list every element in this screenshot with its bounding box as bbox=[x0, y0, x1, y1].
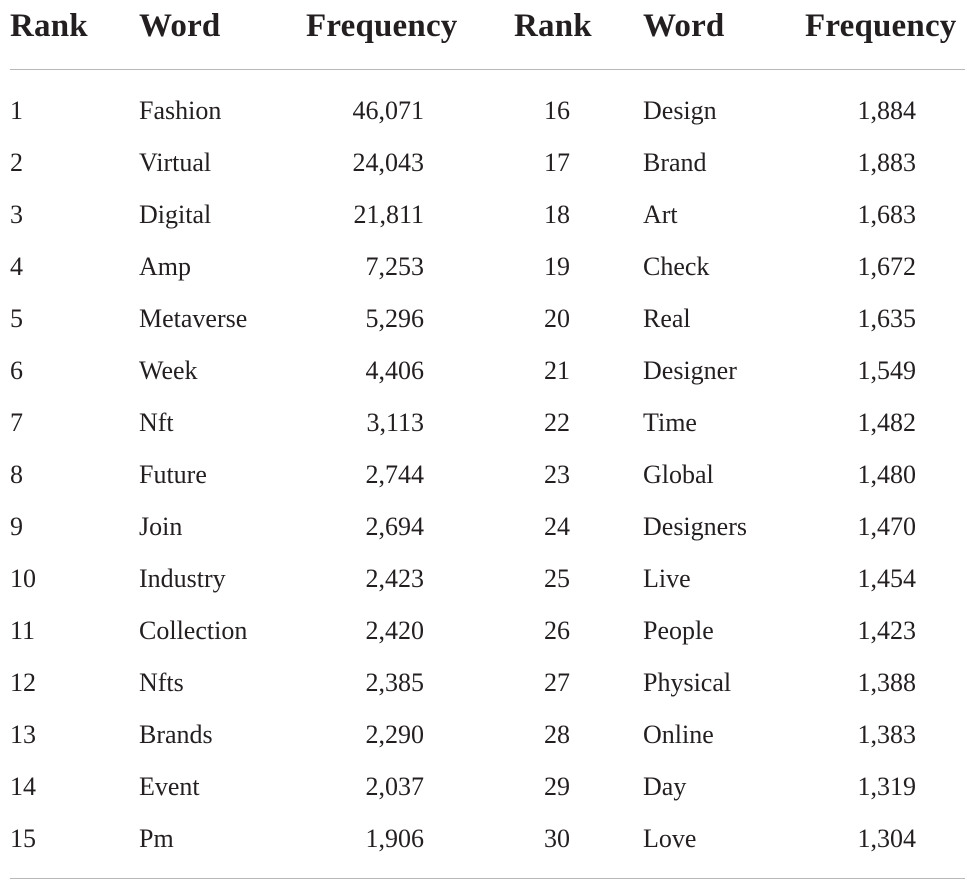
word-cell: Digital bbox=[139, 200, 212, 229]
frequency-cell: 1,635 bbox=[857, 304, 916, 333]
word-cell: Brands bbox=[139, 720, 213, 749]
rank-cell: 18 bbox=[544, 200, 570, 229]
frequency-cell: 2,385 bbox=[365, 668, 424, 697]
rank-cell: 12 bbox=[10, 668, 36, 697]
bottom-divider bbox=[10, 878, 965, 879]
frequency-cell: 2,744 bbox=[365, 460, 424, 489]
frequency-cell: 1,383 bbox=[857, 720, 916, 749]
rank-cell: 6 bbox=[10, 356, 23, 385]
word-cell: Online bbox=[643, 720, 714, 749]
frequency-cell: 2,423 bbox=[365, 564, 424, 593]
word-cell: Art bbox=[643, 200, 678, 229]
rank-cell: 2 bbox=[10, 148, 23, 177]
frequency-cell: 1,319 bbox=[857, 772, 916, 801]
rank-cell: 23 bbox=[544, 460, 570, 489]
header-frequency-left: Frequency bbox=[306, 8, 458, 44]
rank-cell: 27 bbox=[544, 668, 570, 697]
frequency-cell: 1,304 bbox=[857, 824, 916, 853]
frequency-cell: 24,043 bbox=[352, 148, 424, 177]
word-cell: Event bbox=[139, 772, 200, 801]
rank-cell: 3 bbox=[10, 200, 23, 229]
rank-cell: 21 bbox=[544, 356, 570, 385]
word-cell: Physical bbox=[643, 668, 732, 697]
rank-cell: 22 bbox=[544, 408, 570, 437]
header-rank-left: Rank bbox=[10, 8, 88, 44]
frequency-cell: 2,290 bbox=[365, 720, 424, 749]
rank-cell: 10 bbox=[10, 564, 36, 593]
frequency-cell: 2,694 bbox=[365, 512, 424, 541]
word-cell: Real bbox=[643, 304, 691, 333]
word-cell: Virtual bbox=[139, 148, 212, 177]
rank-cell: 24 bbox=[544, 512, 570, 541]
frequency-cell: 7,253 bbox=[365, 252, 424, 281]
word-cell: Future bbox=[139, 460, 207, 489]
word-cell: Day bbox=[643, 772, 687, 801]
rank-cell: 4 bbox=[10, 252, 23, 281]
frequency-cell: 1,672 bbox=[857, 252, 916, 281]
rank-cell: 14 bbox=[10, 772, 36, 801]
word-cell: Design bbox=[643, 96, 717, 125]
word-cell: Industry bbox=[139, 564, 226, 593]
header-frequency-right: Frequency bbox=[805, 8, 957, 44]
word-cell: Metaverse bbox=[139, 304, 248, 333]
rank-cell: 15 bbox=[10, 824, 36, 853]
word-cell: Live bbox=[643, 564, 691, 593]
word-cell: Fashion bbox=[139, 96, 222, 125]
rank-cell: 8 bbox=[10, 460, 23, 489]
word-cell: Pm bbox=[139, 824, 174, 853]
frequency-cell: 1,480 bbox=[857, 460, 916, 489]
frequency-cell: 46,071 bbox=[352, 96, 424, 125]
header-word-right: Word bbox=[643, 8, 725, 44]
word-cell: Brand bbox=[643, 148, 707, 177]
rank-cell: 11 bbox=[10, 616, 36, 645]
rank-cell: 9 bbox=[10, 512, 23, 541]
rank-cell: 17 bbox=[544, 148, 570, 177]
frequency-cell: 1,388 bbox=[857, 668, 916, 697]
word-cell: Nfts bbox=[139, 668, 184, 697]
rank-cell: 5 bbox=[10, 304, 23, 333]
rank-cell: 30 bbox=[544, 824, 570, 853]
frequency-cell: 1,549 bbox=[857, 356, 916, 385]
rank-cell: 29 bbox=[544, 772, 570, 801]
frequency-cell: 21,811 bbox=[353, 200, 424, 229]
word-cell: Check bbox=[643, 252, 710, 281]
word-cell: Designers bbox=[643, 512, 747, 541]
frequency-cell: 1,906 bbox=[365, 824, 424, 853]
header-word-left: Word bbox=[139, 8, 221, 44]
frequency-cell: 5,296 bbox=[365, 304, 424, 333]
rank-cell: 26 bbox=[544, 616, 570, 645]
word-cell: Designer bbox=[643, 356, 737, 385]
word-cell: Collection bbox=[139, 616, 248, 645]
word-cell: People bbox=[643, 616, 714, 645]
frequency-cell: 1,423 bbox=[857, 616, 916, 645]
rank-cell: 25 bbox=[544, 564, 570, 593]
rank-cell: 19 bbox=[544, 252, 570, 281]
frequency-cell: 1,883 bbox=[857, 148, 916, 177]
word-cell: Nft bbox=[139, 408, 174, 437]
frequency-cell: 1,482 bbox=[857, 408, 916, 437]
rank-cell: 7 bbox=[10, 408, 23, 437]
word-cell: Global bbox=[643, 460, 714, 489]
frequency-cell: 1,454 bbox=[857, 564, 916, 593]
frequency-cell: 3,113 bbox=[366, 408, 424, 437]
frequency-cell: 4,406 bbox=[365, 356, 424, 385]
rank-cell: 20 bbox=[544, 304, 570, 333]
frequency-cell: 1,683 bbox=[857, 200, 916, 229]
rank-cell: 1 bbox=[10, 96, 23, 125]
frequency-cell: 1,884 bbox=[857, 96, 916, 125]
word-cell: Join bbox=[139, 512, 183, 541]
header-divider bbox=[10, 69, 965, 70]
rank-cell: 28 bbox=[544, 720, 570, 749]
frequency-cell: 2,037 bbox=[365, 772, 424, 801]
word-cell: Amp bbox=[139, 252, 191, 281]
rank-cell: 16 bbox=[544, 96, 570, 125]
frequency-cell: 2,420 bbox=[365, 616, 424, 645]
header-rank-right: Rank bbox=[514, 8, 592, 44]
word-cell: Love bbox=[643, 824, 697, 853]
rank-cell: 13 bbox=[10, 720, 36, 749]
word-cell: Time bbox=[643, 408, 697, 437]
frequency-cell: 1,470 bbox=[857, 512, 916, 541]
word-cell: Week bbox=[139, 356, 198, 385]
